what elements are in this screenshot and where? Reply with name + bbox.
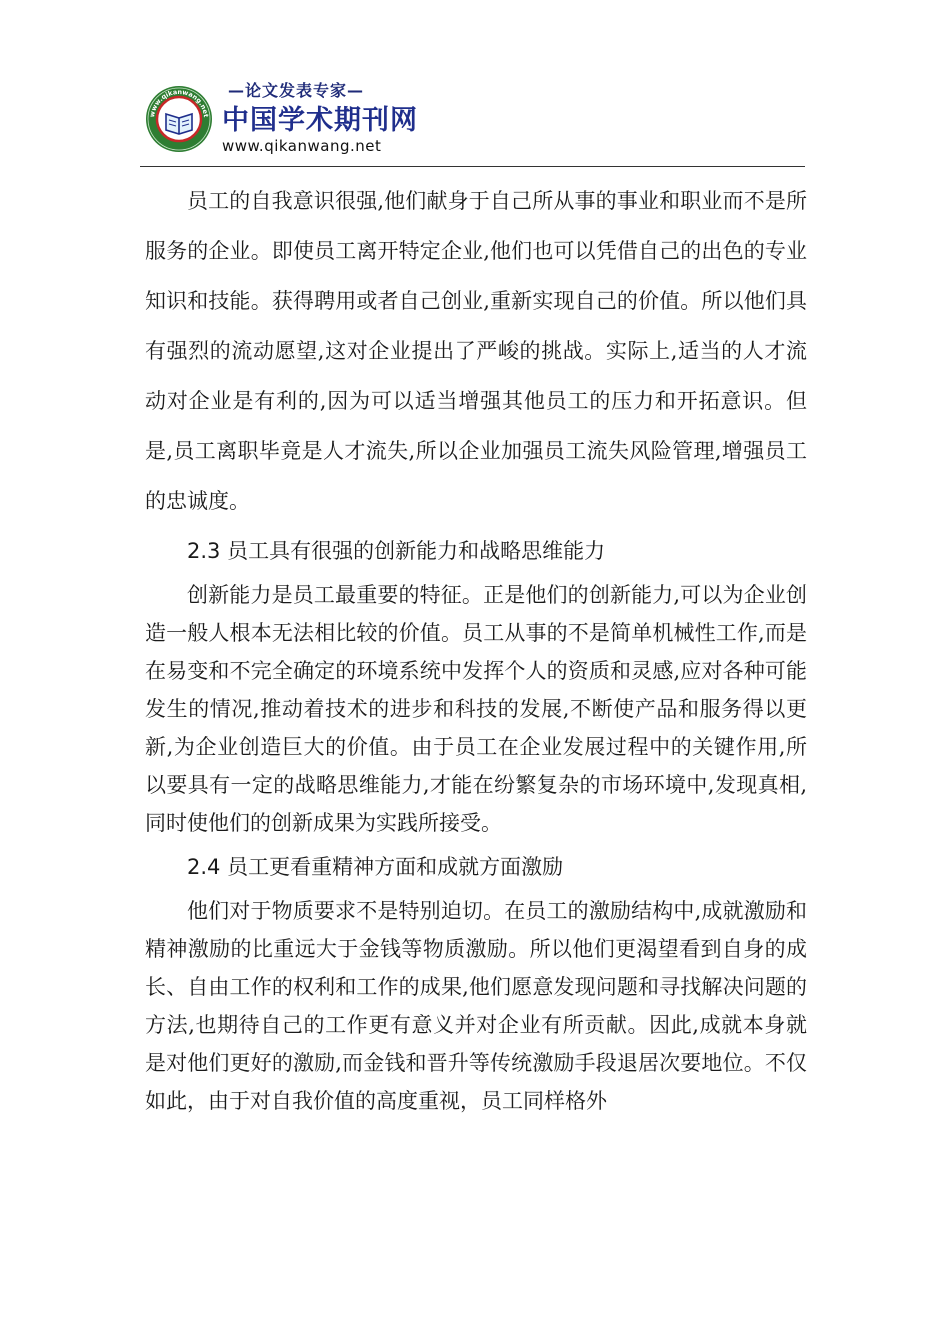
section-heading-2-3 [145,526,807,576]
section-title: 员工具有很强的创新能力和战略思维能力 [227,539,606,563]
section-title: 员工更看重精神方面和成就方面激励 [227,855,564,879]
brand-tagline: —论文发表专家— [228,81,365,100]
brand-url: www.qikanwang.net [222,137,382,155]
section-heading-2-4 [145,842,807,892]
page-header [140,78,805,167]
document-body [145,176,807,1120]
qikanwang-seal-logo [144,84,214,154]
paragraph-innovation-ability: 创新能力是员工最重要的特征。正是他们的创新能力,可以为企业创造一般人根本无法相比较的价值。员工从事的不是简单机械性工作,而是在易变和不完全确定的环境系统中发挥个人的资质和灵感,应对各种可能发生的情况,推动着技术的进步和科技的发展,不断使产品和服务得以更新,为企业创造巨大的价值。由于员工在企业发展过程中的关键作用,所以要具有一定的战略思维能力,才能在纷繁复杂的市场环境中,发现真相,同时使他们的创新成果为实践所接受。 [145,583,807,835]
section-number: 2.3 [187,539,221,563]
seal-text: www.qikanwang.net [147,87,210,118]
paragraph-motivation: 他们对于物质要求不是特别迫切。在员工的激励结构中,成就激励和精神激励的比重远大于金钱等物质激励。所以他们更渴望看到自身的成长、自由工作的权利和工作的成果,他们愿意发现问题和寻找解决问题的方法,也期待自己的工作更有意义并对企业有所贡献。因此,成就本身就是对他们更好的激励,而金钱和晋升等传统激励手段退居次要地位。不仅如此，由于对自我价值的高度重视，员工同样格外 [145,899,807,1113]
brand-name: 中国学术期刊网 [222,105,418,136]
paragraph-employee-self-awareness: 员工的自我意识很强,他们献身于自己所从事的事业和职业而不是所服务的企业。即使员工离开特定企业,他们也可以凭借自己的出色的专业知识和技能。获得聘用或者自己创业,重新实现自己的价值。所以他们具有强烈的流动愿望,这对企业提出了严峻的挑战。实际上,适当的人才流动对企业是有利的,因为可以适当增强其他员工的压力和开拓意识。但是,员工离职毕竟是人才流失,所以企业加强员工流失风险管理,增强员工的忠诚度。 [145,189,807,513]
brand-block [222,80,522,156]
section-number: 2.4 [187,855,221,879]
